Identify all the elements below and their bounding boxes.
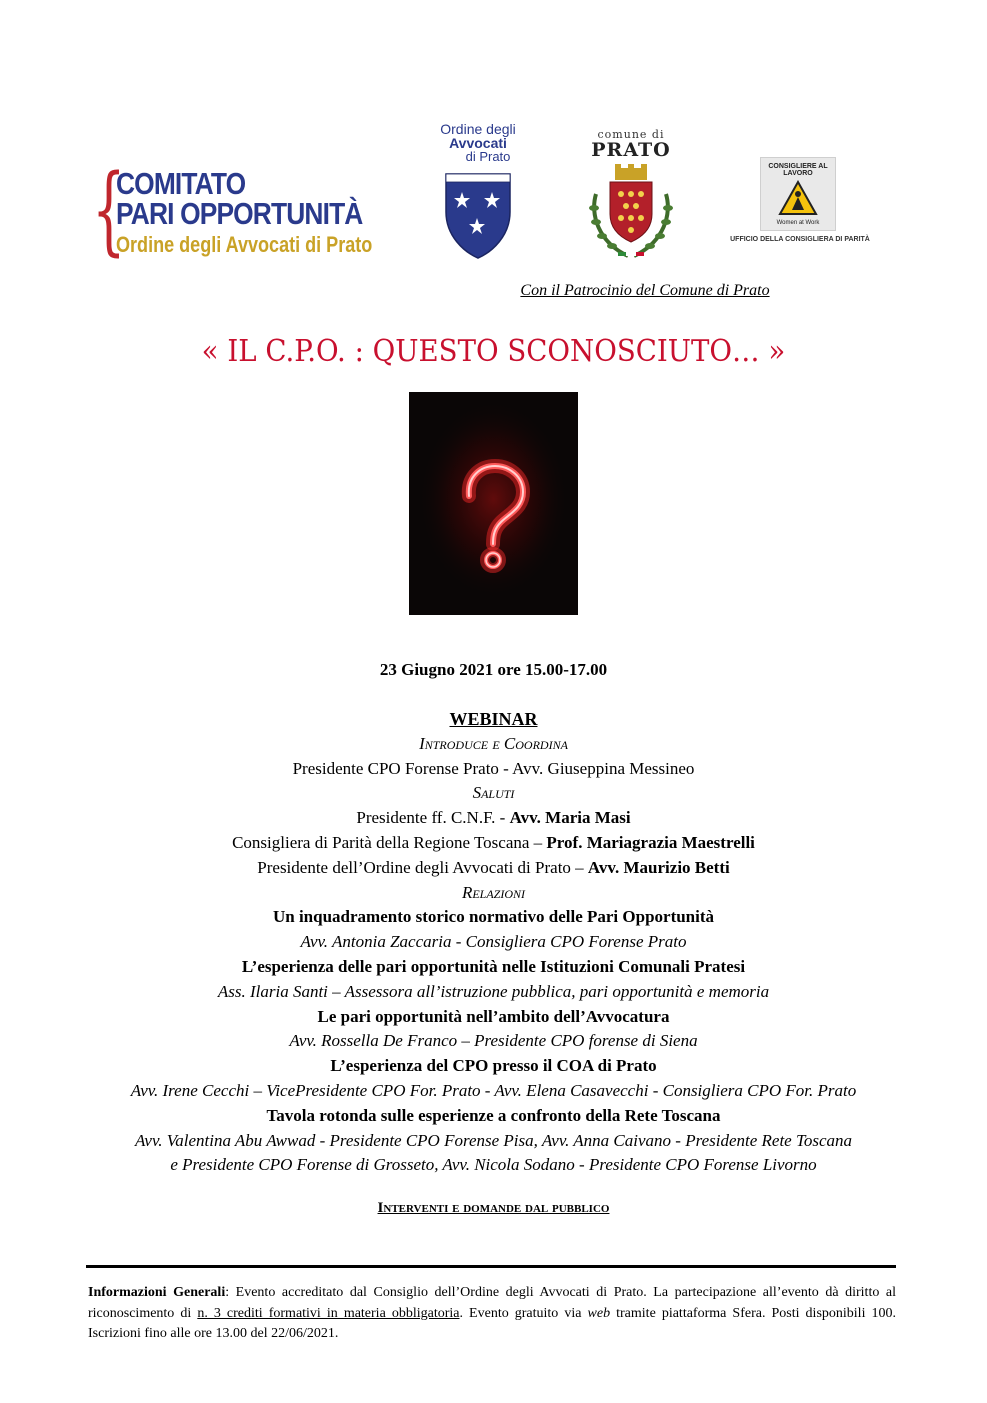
cpo-logo-line1: COMITATO xyxy=(116,166,246,201)
relazione-speakers: Ass. Ilaria Santi – Assessora all’istruzione pubblica, pari opportunità e memoria xyxy=(217,981,770,1001)
introduce-person: Presidente CPO Forense Prato - Avv. Giuseppina Messineo xyxy=(292,758,695,778)
divider xyxy=(86,1265,896,1268)
ordine-logo-line1: Ordine degli xyxy=(440,121,516,137)
consigliera-header: CONSIGLIERE AL LAVORO xyxy=(768,163,828,177)
info-credits: n. 3 crediti formativi in materia obbligatoria xyxy=(197,1305,460,1321)
saluto-line xyxy=(60,856,927,881)
question-mark-icon xyxy=(409,392,578,615)
relazioni-label: Relazioni xyxy=(461,882,526,902)
info-label: Informazioni Generali xyxy=(88,1285,226,1300)
consigliera-parita-logo xyxy=(724,157,876,249)
consigliera-footer: UFFICIO DELLA CONSIGLIERA DI PARITÀ xyxy=(730,236,870,243)
comune-logo-line2: PRATO xyxy=(591,139,671,161)
relazione-title: Un inquadramento storico normativo delle Pari Opportunità xyxy=(272,907,715,927)
introduce-label: Introduce e Coordina xyxy=(419,733,568,753)
warning-woman-icon xyxy=(778,180,818,216)
prato-coat-of-arms-icon xyxy=(588,164,674,264)
saluto-name: Avv. Maria Masi xyxy=(509,808,631,828)
program xyxy=(60,707,927,1178)
shield-stars-icon xyxy=(442,168,514,260)
comune-logo-line1: comune di xyxy=(597,128,665,141)
saluto-name: Avv. Maurizio Betti xyxy=(587,857,730,877)
info-text-1: : Evento accreditato dal Consiglio dell’Ordine degli Avvocati di Prato. La partecipazione all’evento dà diritto al riconoscimento di xyxy=(88,1285,896,1321)
event-title: « IL C.P.O. : QUESTO SCONOSCIUTO… » xyxy=(201,334,786,369)
info-text-2: . Evento gratuito via xyxy=(459,1305,588,1321)
saluto-role: Presidente ff. C.N.F. - xyxy=(356,808,510,828)
ordine-avvocati-logo xyxy=(436,122,520,262)
event-date: 23 Giugno 2021 ore 15.00-17.00 xyxy=(379,660,608,679)
relazione-speakers: Avv. Rossella De Franco – Presidente CPO forense di Siena xyxy=(289,1031,698,1051)
cpo-logo-line2: PARI OPPORTUNITÀ xyxy=(116,196,363,231)
interventi-heading: Interventi e domande dal pubblico xyxy=(377,1200,610,1216)
cpo-logo xyxy=(92,154,373,266)
patrocinio-line: Con il Patrocinio del Comune di Prato xyxy=(520,282,770,299)
relazione-speakers: Avv. Irene Cecchi – VicePresidente CPO For. Prato - Avv. Elena Casavecchi - Consigliera CPO For. Prato xyxy=(130,1080,857,1100)
saluti-label: Saluti xyxy=(472,783,515,803)
info-web: web xyxy=(587,1305,611,1321)
relazione-speakers: e Presidente CPO Forense di Grosseto, Avv. Nicola Sodano - Presidente CPO Forense Livorno xyxy=(170,1155,817,1175)
ordine-logo-line2: Avvocati xyxy=(449,135,507,151)
webinar-heading: WEBINAR xyxy=(449,709,538,729)
cpo-logo-line3: Ordine degli Avvocati di Prato xyxy=(116,232,373,257)
consigliera-sign xyxy=(760,157,836,231)
saluto-name: Prof. Mariagrazia Maestrelli xyxy=(546,832,755,852)
relazione-title: L’esperienza delle pari opportunità nelle Istituzioni Comunali Pratesi xyxy=(241,956,746,976)
relazione-speakers: Avv. Valentina Abu Awwad - Presidente CPO Forense Pisa, Avv. Anna Caivano - Presidente Rete Toscana xyxy=(134,1130,853,1150)
relazione-title: Tavola rotonda sulle esperienze a confronto della Rete Toscana xyxy=(266,1105,721,1125)
neon-question-mark-image xyxy=(409,392,578,615)
comune-prato-logo xyxy=(584,128,678,268)
saluto-role: Presidente dell’Ordine degli Avvocati di Prato – xyxy=(257,857,588,877)
saluto-line xyxy=(60,806,927,831)
ordine-logo-line3: di Prato xyxy=(465,149,511,164)
general-info xyxy=(88,1283,896,1345)
women-at-work-label: Women at Work xyxy=(776,220,820,226)
brace-icon: { xyxy=(92,154,126,266)
relazione-title: L’esperienza del CPO presso il COA di Prato xyxy=(330,1056,657,1076)
saluto-line xyxy=(60,831,927,856)
saluto-role: Consigliera di Parità della Regione Toscana – xyxy=(232,832,547,852)
info-text-3: tramite piattaforma Sfera. Posti disponibili 100. Iscrizioni fino alle ore 13.00 del 22/06/2021. xyxy=(88,1305,897,1341)
relazione-title: Le pari opportunità nell’ambito dell’Avvocatura xyxy=(317,1006,670,1026)
relazione-speakers: Avv. Antonia Zaccaria - Consigliera CPO Forense Prato xyxy=(300,932,687,952)
